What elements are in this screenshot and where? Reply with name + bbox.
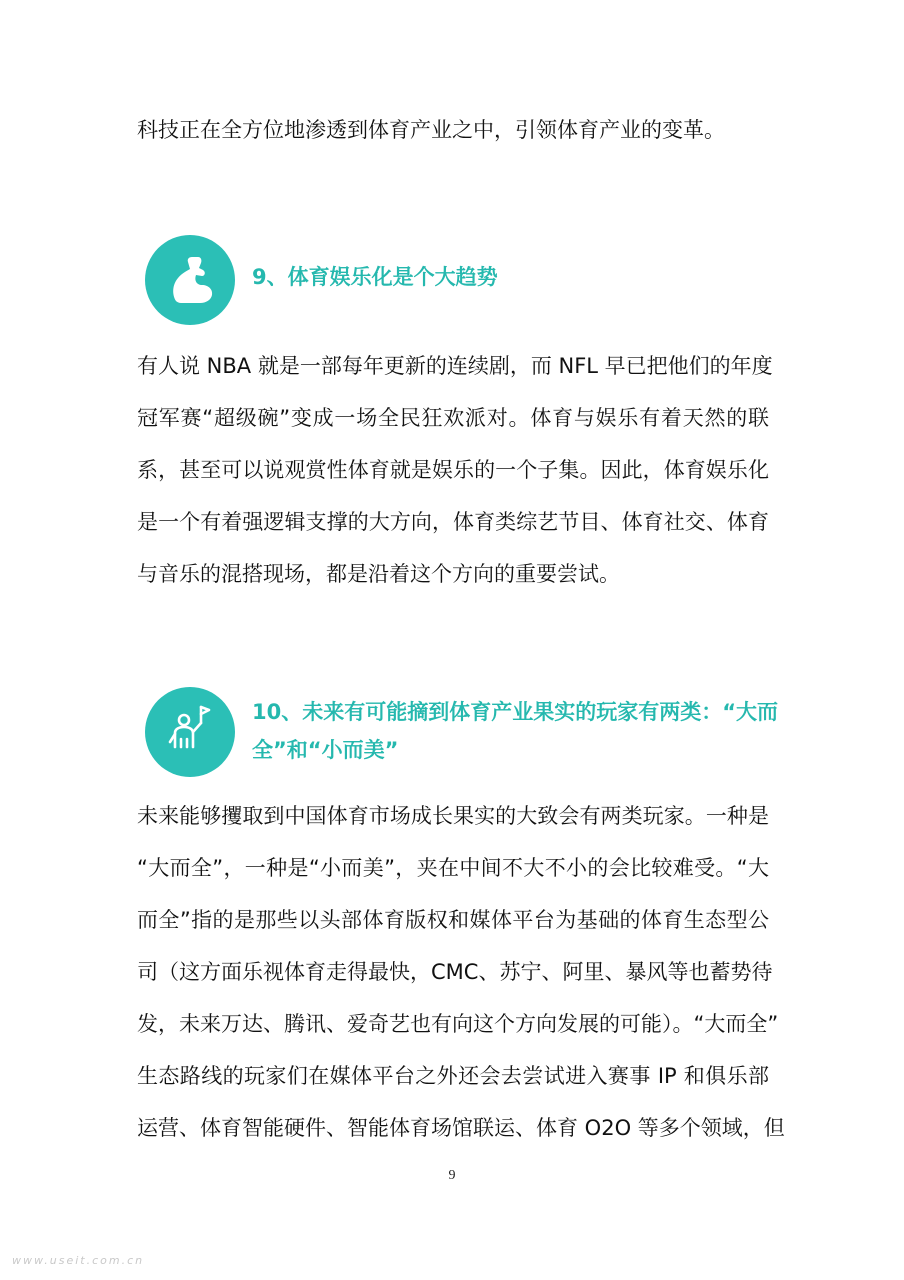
text-line: 有人说 NBA 就是一部每年更新的连续剧，而 NFL 早已把他们的年度: [137, 354, 773, 378]
intro-paragraph: [137, 104, 769, 156]
page-number: 9: [448, 1168, 456, 1183]
text-line: 未来能够攫取到中国体育市场成长果实的大致会有两类玩家。一种是: [137, 804, 769, 828]
watermark: www.useit.com.cn: [12, 1254, 145, 1267]
cheering-person-flag-icon: [145, 687, 235, 777]
text-line: 与音乐的混搭现场，都是沿着这个方向的重要尝试。: [137, 562, 620, 586]
section10-paragraph: [137, 790, 785, 1154]
section10-heading: [252, 693, 778, 769]
text-line: 司（这方面乐视体育走得最快，CMC、苏宁、阿里、暴风等也蓄势待: [137, 960, 773, 984]
section10-icon-badge: [145, 687, 235, 777]
text-line: 发，未来万达、腾讯、爱奇艺也有向这个方向发展的可能）。“大而全”: [137, 1012, 779, 1036]
section9-paragraph: [137, 340, 773, 600]
section9-icon-badge: [145, 235, 235, 325]
section9-heading: 9、体育娱乐化是个大趋势: [252, 265, 498, 289]
flexed-arm-icon: [145, 235, 235, 325]
text-line: 而全”指的是那些以头部体育版权和媒体平台为基础的体育生态型公: [137, 908, 769, 932]
text-line: 生态路线的玩家们在媒体平台之外还会去尝试进入赛事 IP 和俱乐部: [137, 1064, 769, 1088]
text-line: 冠军赛“超级碗”变成一场全民狂欢派对。体育与娱乐有着天然的联: [137, 406, 769, 430]
heading-line: 10、未来有可能摘到体育产业果实的玩家有两类：“大而: [252, 700, 779, 724]
text-line: 运营、体育智能硬件、智能体育场馆联运、体育 O2O 等多个领域，但: [137, 1116, 785, 1140]
heading-line: 全”和“小而美”: [252, 738, 399, 762]
text-line: 科技正在全方位地渗透到体育产业之中，引领体育产业的变革。: [137, 118, 725, 142]
text-line: “大而全”，一种是“小而美”，夹在中间不大不小的会比较难受。“大: [137, 856, 769, 880]
text-line: 系，甚至可以说观赏性体育就是娱乐的一个子集。因此，体育娱乐化: [137, 458, 769, 482]
text-line: 是一个有着强逻辑支撑的大方向，体育类综艺节目、体育社交、体育: [137, 510, 769, 534]
